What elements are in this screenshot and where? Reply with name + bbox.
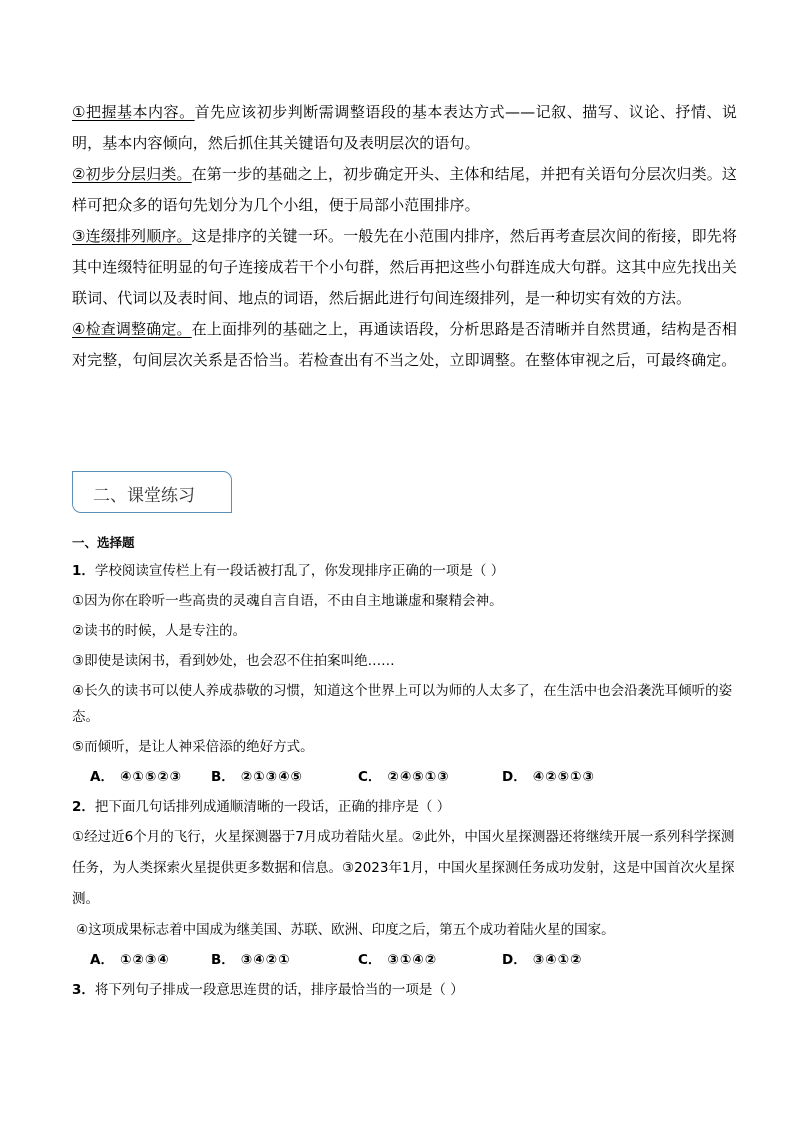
step-2 [72, 159, 737, 221]
q1-option-d[interactable] [502, 762, 595, 792]
step-1-lead: ①把握基本内容。 [72, 103, 195, 121]
q1-option-b[interactable] [211, 762, 358, 792]
question-2-number: 2． [72, 799, 95, 815]
question-1-options [72, 762, 737, 792]
question-1-text: 学校阅读宣传栏上有一段话被打乱了，你发现排序正确的一项是（ ） [94, 563, 505, 579]
step-4-lead: ④检查调整确定。 [72, 320, 192, 338]
step-2-lead: ②初步分层归类。 [72, 165, 192, 183]
q2-option-d[interactable] [502, 945, 582, 975]
q2-option-c-key: C． [358, 952, 382, 968]
q2-option-b-key: B． [211, 952, 235, 968]
step-3 [72, 221, 737, 314]
step-4 [72, 314, 737, 376]
q1-option-b-value: ②①③④⑤ [240, 769, 303, 785]
q1-option-d-key: D． [502, 769, 527, 785]
step-3-text: 这是排序的关键一环。一般先在小范围内排序，然后再考查层次间的衔接，即先将其中连缀特征明显的句子连接成若干个小句群，然后再把这些小句群连成大句群。这其中应先找出关联词、代词以及表时间、地点的词语，然后据此进行句间连缀排列，是一种切实有效的方法。 [72, 227, 738, 307]
q2-sentence-4: ④这项成果标志着中国成为继美国、苏联、欧洲、印度之后，第五个成功着陆火星的国家。 [76, 922, 615, 938]
q1-option-c[interactable] [358, 762, 502, 792]
question-3-number: 3． [72, 982, 95, 998]
q1-option-c-value: ②④⑤①③ [387, 769, 450, 785]
q2-option-b-value: ③④②① [240, 952, 291, 968]
q2-paragraph: ①经过近6个月的飞行，火星探测器于7月成功着陆火星。②此外，中国火星探测器还将继续开展一系列科学探测任务，为人类探索火星提供更多数据和信息。③2023年1月，中国火星探测任务成功发射，这是中国首次火星探测。 [72, 829, 735, 907]
q1-option-a[interactable] [90, 762, 211, 792]
q2-option-a-key: A． [90, 952, 114, 968]
section-title: 二、课堂练习 [93, 486, 195, 506]
q1-option-b-key: B． [211, 769, 235, 785]
question-2-text: 把下面几句话排列成通顺清晰的一段话，正确的排序是（ ） [94, 799, 451, 815]
q2-option-a-value: ①②③④ [119, 952, 170, 968]
q1-option-a-key: A． [90, 769, 114, 785]
step-1 [72, 97, 737, 159]
step-3-lead: ③连缀排列顺序。 [72, 227, 192, 245]
question-type-heading: 一、选择题 [72, 535, 135, 550]
q1-sentence-5: ⑤而倾听，是让人神采倍添的绝好方式。 [72, 739, 314, 755]
q1-sentence-2: ②读书的时候，人是专注的。 [72, 623, 247, 639]
ordering-steps [72, 97, 737, 376]
step-1-text: 首先应该初步判断需调整语段的基本表达方式——记叙、描写、议论、抒情、说明，基本内容倾向，然后抓住其关键语句及表明层次的语句。 [72, 103, 737, 152]
q2-option-a[interactable] [90, 945, 211, 975]
question-2-options [72, 945, 737, 975]
q2-option-d-value: ③④①② [532, 952, 583, 968]
step-4-text: 在上面排列的基础之上，再通读语段，分析思路是否清晰并自然贯通，结构是否相对完整，句间层次关系是否恰当。若检查出有不当之处，立即调整。在整体审视之后，可最终确定。 [72, 320, 738, 369]
question-2-stem [72, 792, 737, 822]
q2-option-b[interactable] [211, 945, 358, 975]
q1-sentence-1: ①因为你在聆听一些高贵的灵魂自言自语，不由自主地谦虚和聚精会神。 [72, 593, 503, 609]
q1-option-d-value: ④②⑤①③ [532, 769, 595, 785]
q2-option-c-value: ③①④② [387, 952, 438, 968]
question-1-number: 1． [72, 563, 95, 579]
section-header-box [72, 471, 232, 513]
step-2-text: 在第一步的基础之上，初步确定开头、主体和结尾，并把有关语句分层次归类。这样可把众多的语句先划分为几个小组，便于局部小范围排序。 [72, 165, 738, 214]
q2-option-d-key: D． [502, 952, 527, 968]
q1-sentence-4: ④长久的读书可以使人养成恭敬的习惯，知道这个世界上可以为师的人太多了，在生活中也会沿袭洗耳倾听的姿态。 [72, 683, 733, 725]
q2-option-c[interactable] [358, 945, 502, 975]
question-3-stem [72, 975, 737, 1005]
question-3-text: 将下列句子排成一段意思连贯的话，排序最恰当的一项是（ ） [94, 982, 464, 998]
question-1-stem [72, 556, 737, 586]
q1-option-a-value: ④①⑤②③ [119, 769, 183, 785]
exercise-block [72, 532, 737, 1005]
q1-option-c-key: C． [358, 769, 382, 785]
q1-sentence-3: ③即使是读闲书，看到妙处，也会忍不住拍案叫绝…… [72, 653, 395, 669]
